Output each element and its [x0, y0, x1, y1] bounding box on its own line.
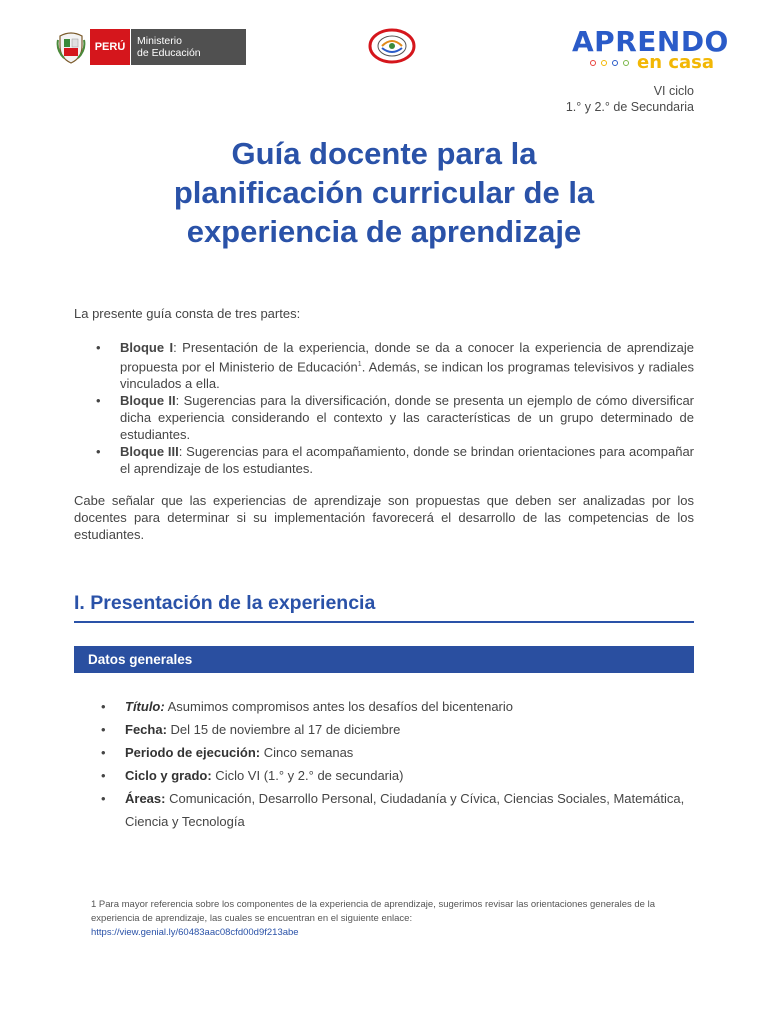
- list-item: [74, 741, 694, 764]
- list-item: [74, 787, 694, 833]
- closing-paragraph: Cabe señalar que las experiencias de aprendizaje son propuestas que deben ser analizadas por los docentes para determinar si su implementación favorecerá el desarrollo de las competencias de los estudiantes.: [74, 493, 694, 542]
- brand-dot: [623, 60, 629, 66]
- section-divider: [74, 621, 694, 623]
- datos-label: Ciclo y grado:: [125, 768, 212, 783]
- datos-label: Fecha:: [125, 722, 167, 737]
- datos-generales-header: Datos generales: [74, 646, 694, 673]
- footnote: [91, 898, 691, 940]
- blocks-list: [74, 339, 694, 477]
- ministry-line-2: de Educación: [137, 47, 201, 59]
- ministry-name: [130, 29, 246, 65]
- brand-bottom-text: en casa: [637, 52, 714, 73]
- ministry-logo: [56, 29, 246, 65]
- block-name: Bloque II: [120, 393, 176, 409]
- coat-of-arms-icon: [56, 30, 86, 64]
- list-item: [74, 764, 694, 787]
- cycle-line-2: 1.° y 2.° de Secundaria: [565, 100, 694, 114]
- footnote-link[interactable]: https://view.genial.ly/60483aac08cfd00d9f213abe: [91, 927, 299, 938]
- datos-label: Periodo de ejecución:: [125, 745, 261, 760]
- block-text-continued: . Además, se indican los programas televisivos y radiales vinculados a ella.: [120, 359, 694, 392]
- datos-value: Del 15 de noviembre al 17 de diciembre: [166, 722, 401, 737]
- datos-value: Cinco semanas: [260, 745, 354, 760]
- datos-list: [74, 695, 694, 833]
- brand-dot: [590, 60, 596, 66]
- footnote-text: 1 Para mayor referencia sobre los componentes de la experiencia de aprendizaje, sugerimos revisar las orientaciones generales de la experiencia de aprendizaje, las cuales se encuentran en el siguiente enlace:: [91, 899, 655, 924]
- list-item: [74, 718, 694, 741]
- brand-dot: [601, 60, 607, 66]
- intercultural-education-logo-icon: [366, 26, 418, 66]
- datos-label: Título:: [125, 699, 165, 714]
- footnote-marker: 1: [357, 361, 362, 368]
- list-item: [74, 392, 694, 443]
- list-item: [74, 695, 694, 718]
- brand-dot: [612, 60, 618, 66]
- list-item: [74, 339, 694, 392]
- peru-label: PERÚ: [90, 29, 130, 65]
- aprendo-en-casa-logo: [572, 25, 729, 73]
- block-text: : Sugerencias para el acompañamiento, donde se brindan orientaciones para acompañar el aprendizaje de los estudiantes.: [120, 444, 694, 477]
- section-title: I. Presentación de la experiencia: [74, 592, 376, 614]
- list-item: [74, 443, 694, 477]
- page-header: [0, 0, 768, 90]
- page-title: [74, 134, 694, 251]
- datos-label: Áreas:: [125, 791, 166, 806]
- brand-top-text: APRENDO: [572, 25, 729, 58]
- title-line-3: experiencia de aprendizaje: [186, 214, 582, 249]
- intro-paragraph: La presente guía consta de tres partes:: [74, 306, 301, 321]
- brand-dots-icon: [590, 60, 629, 66]
- title-line-2: planificación curricular de la: [173, 175, 595, 210]
- datos-value: Ciclo VI (1.° y 2.° de secundaria): [211, 768, 404, 783]
- datos-value: Comunicación, Desarrollo Personal, Ciudadanía y Cívica, Ciencias Sociales, Matemática, Ciencia y Tecnología: [125, 791, 685, 829]
- ministry-line-1: Ministerio: [137, 35, 182, 47]
- datos-value: Asumimos compromisos antes los desafíos del bicentenario: [164, 699, 513, 714]
- block-name: Bloque I: [120, 340, 174, 355]
- block-name: Bloque III: [120, 444, 179, 460]
- cycle-line-1: VI ciclo: [653, 84, 694, 98]
- block-text: : Presentación de la experiencia, donde se da a conocer la experiencia de aprendizaje propuesta por el Ministerio de Educación: [120, 340, 695, 375]
- block-text: : Sugerencias para la diversificación, donde se presenta un ejemplo de cómo diversificar dicha experiencia considerando el contexto y las características de un grupo determinado de estudiantes.: [120, 393, 694, 443]
- title-line-1: Guía docente para la: [231, 136, 537, 171]
- cycle-info: [566, 83, 694, 115]
